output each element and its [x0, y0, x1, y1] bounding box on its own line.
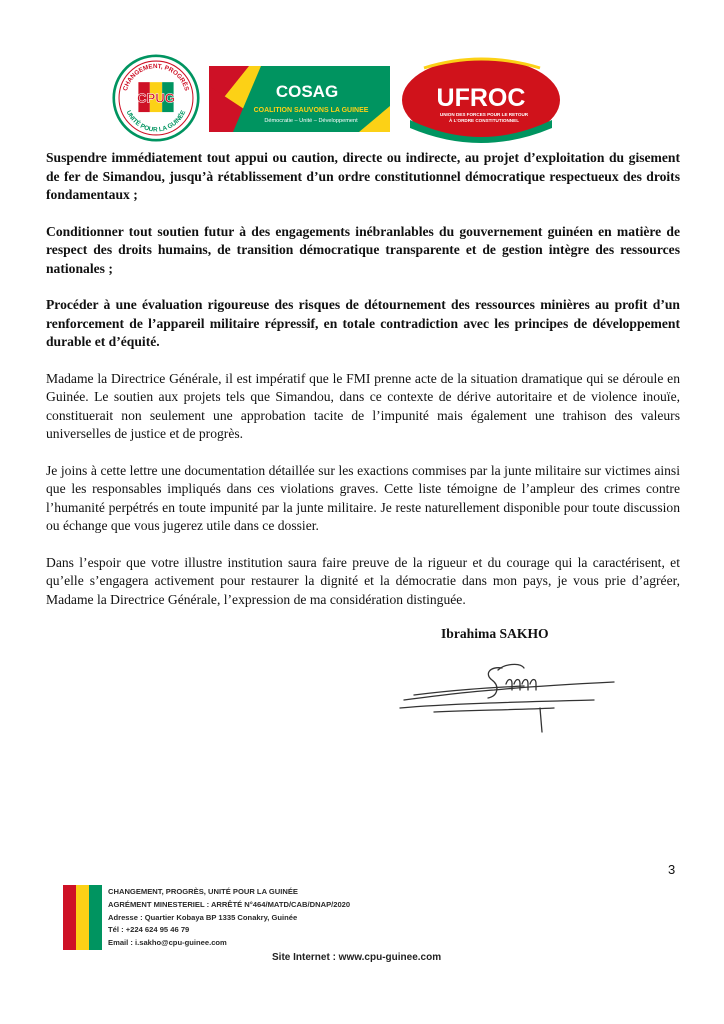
- demand-paragraph-2: Conditionner tout soutien futur à des engagements inébranlables du gouvernement guinéen en matière de respect des droits humains, de transition démocratique transparente et de gestion intègre des ressources nationales ;: [46, 223, 680, 276]
- page-number: 3: [668, 862, 676, 877]
- cpug-ring-bottom: UNITÉ POUR LA GUINÉE: [124, 109, 188, 134]
- guinea-flag: [63, 885, 102, 950]
- logo-header: [0, 44, 724, 144]
- footer-address: Adresse : Quartier Kobaya BP 1335 Conakry, Guinée: [108, 912, 298, 922]
- footer-phone: Tél : +224 624 95 46 79: [108, 925, 190, 935]
- cpug-logo: [112, 54, 200, 142]
- footer-website[interactable]: Site Internet : www.cpu-guinee.com: [272, 952, 442, 963]
- demand-paragraph-3: Procéder à une évaluation rigoureuse des risques de détournement des ressources minières au profit d’un renforcement de l’appareil militaire répressif, en totale contradiction avec les principes de développement durable et d’équité.: [46, 297, 680, 349]
- footer-agreement: AGRÉMENT MINESTERIEL : ARRÊTÉ N°464/MATD/CAB/DNAP/2020: [108, 899, 351, 909]
- ufroc-abbr: UFROC: [436, 84, 526, 112]
- ufroc-logo: [400, 54, 562, 144]
- footer-contact: [108, 886, 350, 950]
- footer-party-name: CHANGEMENT, PROGRÈS, UNITÉ POUR LA GUINÉE: [108, 887, 298, 896]
- cpug-abbr: CPUG: [136, 90, 176, 106]
- footer-email: Email : i.sakho@cpu-guinee.com: [108, 938, 227, 948]
- cosag-abbr: COSAG: [275, 82, 339, 101]
- signatory-name: Ibrahima SAKHO: [441, 626, 549, 641]
- cosag-logo: [209, 66, 390, 132]
- demand-paragraph-1: Suspendre immédiatement tout appui ou caution, directe ou indirecte, au projet d’exploitation du gisement de fer de Simandou, jusqu’à rétablissement d’un ordre constitutionnel démocratique respectueux des droits fondamentaux ;: [46, 150, 680, 202]
- body-paragraph-1: Madame la Directrice Générale, il est impératif que le FMI prenne acte de la situation dramatique qui se déroule en Guinée. Le soutien aux projets tels que Simandou, dans ce contexte de dérive autoritaire et de violence inouïe, constituerait non seulement une approbation tacite de l’impunité mais également une trahison des valeurs universelles de justice et de progrès.: [46, 370, 680, 441]
- cosag-name: COALITION SAUVONS LA GUINEE: [253, 107, 369, 114]
- handwritten-signature: [394, 650, 616, 740]
- cosag-motto: Démocratie – Unité – Développement: [264, 118, 358, 124]
- flag-green-band: [89, 885, 102, 950]
- body-paragraph-2: Je joins à cette lettre une documentation détaillée sur les exactions commises par la junte militaire sur victimes ainsi que les responsables impliqués dans ces violations graves. Cette liste témoigne de l’ampleur des crimes contre l’humanité perpétrés en toute impunité par la junte militaire. Je reste naturellement disponible pour toute discussion ou échange que vous jugerez utile dans ce dossier.: [46, 462, 680, 533]
- flag-yellow-band: [76, 885, 89, 950]
- flag-red-band: [63, 885, 76, 950]
- ufroc-line2: À L'ORDRE CONSTITUTIONNEL: [449, 118, 519, 123]
- closing-paragraph: Dans l’espoir que votre illustre institution saura faire preuve de la rigueur et du courage qui la caractérisent, et qu’elle s’engagera activement pour restaurer la dignité et la démocratie dans mon pays, je vous prie d’agréer, Madame la Directrice Générale, l’expression de ma considération distinguée.: [46, 554, 680, 607]
- cpug-ring-top: CHANGEMENT, PROGRÈS: [122, 63, 190, 92]
- ufroc-line1: UNION DES FORCES POUR LE RETOUR: [439, 112, 529, 117]
- letter-body: [46, 149, 680, 627]
